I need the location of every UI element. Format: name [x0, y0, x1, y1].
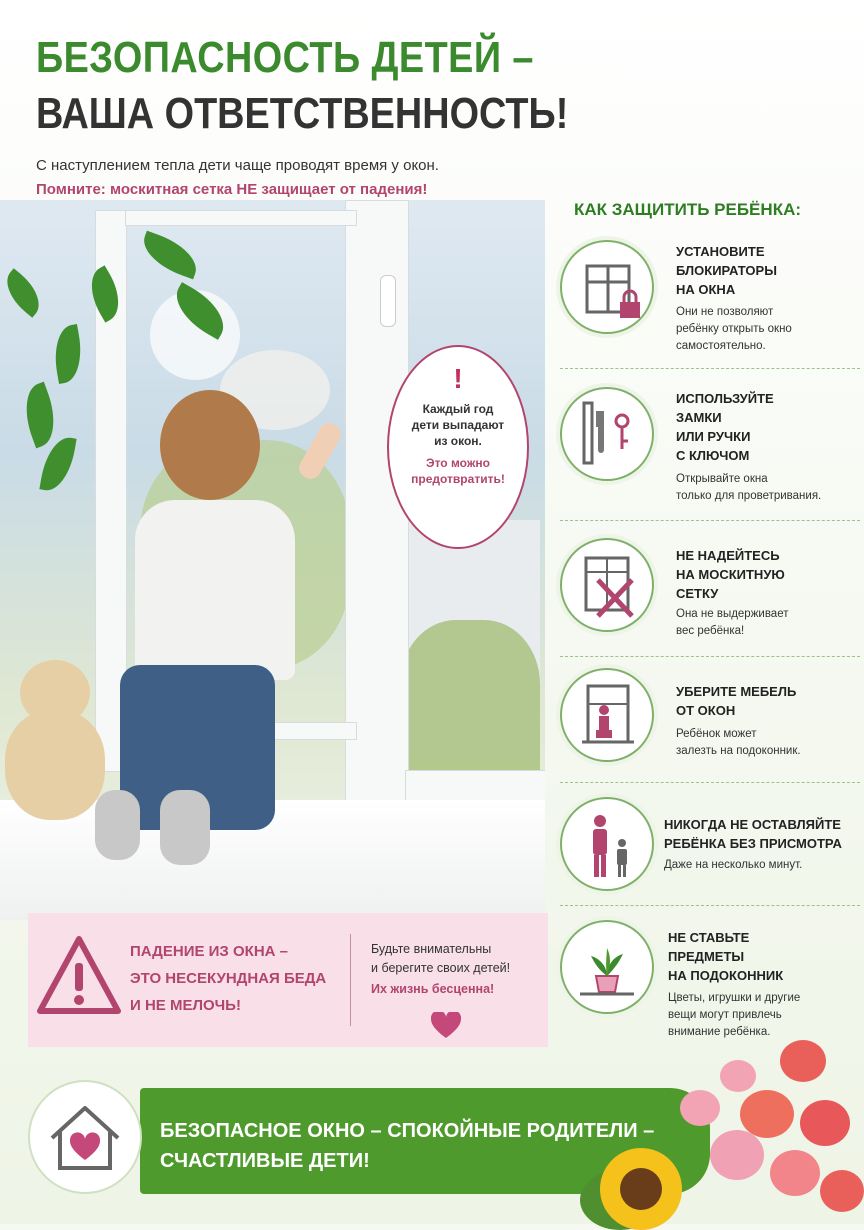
step-title-line: УСТАНОВИТЕ [676, 244, 765, 259]
statistic-callout [387, 345, 529, 549]
step-title-line: НА МОСКИТНУЮ [676, 567, 785, 582]
step-title-line: ОТ ОКОН [676, 703, 736, 718]
step-title-line: СЕТКУ [676, 586, 719, 601]
intro-text: С наступлением тепла дети чаще проводят время у окон. [36, 157, 439, 174]
divider [560, 368, 860, 369]
step-title-line: НЕ СТАВЬТЕ [668, 930, 750, 945]
step-desc-line: Открывайте окна [676, 473, 768, 485]
care-line: и берегите своих детей! [371, 961, 511, 975]
divider [560, 782, 860, 783]
slogan-text [160, 1116, 654, 1176]
warning-text [130, 938, 326, 1019]
step-title-line: РЕБЁНКА БЕЗ ПРИСМОТРА [664, 836, 842, 851]
callout-line: предотвратить! [411, 472, 505, 486]
adult-child-icon [560, 797, 654, 891]
step-desc-line: только для проветривания. [676, 490, 822, 502]
step-title-line: БЛОКИРАТОРЫ [676, 263, 777, 278]
exclamation-icon: ! [453, 363, 463, 394]
step-desc-line: внимание ребёнка. [668, 1026, 771, 1038]
step-furniture [560, 668, 860, 778]
step-title-line: С КЛЮЧОМ [676, 448, 750, 463]
step-supervision [560, 797, 860, 897]
step-title-line: НА ОКНА [676, 282, 736, 297]
child-sock [95, 790, 140, 860]
child-shirt [135, 500, 295, 680]
warning-triangle-icon [36, 933, 122, 1024]
callout-line: дети выпадают [411, 418, 505, 432]
heart-icon [431, 1012, 461, 1045]
house-heart-icon [28, 1080, 142, 1194]
potted-plant-icon [560, 920, 654, 1014]
step-desc-line: Ребёнок может [676, 728, 757, 740]
rose [740, 1090, 794, 1138]
teddy-bear-body [5, 710, 105, 820]
warning-line: ЭТО НЕСЕКУНДНАЯ БЕДА [130, 970, 327, 987]
window-handle [380, 275, 396, 327]
child-window-icon [560, 668, 654, 762]
rose [820, 1170, 864, 1212]
step-desc-line: Они не позволяют [676, 306, 774, 318]
title-line-2: ВАША ОТВЕТСТВЕННОСТЬ! [36, 89, 569, 138]
child-sock [160, 790, 210, 865]
step-title-line: НЕ НАДЕЙТЕСЬ [676, 548, 780, 563]
divider [560, 905, 860, 906]
step-title-line: НА ПОДОКОННИК [668, 968, 784, 983]
step-desc-line: ребёнку открыть окно [676, 323, 792, 335]
warning-line: И НЕ МЕЛОЧЬ! [130, 997, 241, 1014]
sunflower-center [620, 1168, 662, 1210]
step-title-line: НИКОГДА НЕ ОСТАВЛЯЙТЕ [664, 817, 841, 832]
step-title-line: ИЛИ РУЧКИ [676, 429, 751, 444]
step-title-line: ЗАМКИ [676, 410, 722, 425]
step-desc-line: вещи могут привлечь [668, 1009, 782, 1021]
callout-line: Каждый год [422, 402, 494, 416]
rose [680, 1090, 720, 1126]
step-title-line: УБЕРИТЕ МЕБЕЛЬ [676, 684, 797, 699]
child-at-window-photo [0, 200, 545, 920]
title-line-1: БЕЗОПАСНОСТЬ ДЕТЕЙ – [36, 33, 534, 82]
care-text [371, 940, 510, 978]
slogan-line: БЕЗОПАСНОЕ ОКНО – СПОКОЙНЫЕ РОДИТЕЛИ – [160, 1120, 655, 1142]
window-lock-icon [560, 240, 654, 334]
tree-foliage [400, 620, 540, 780]
step-desc-line: Цветы, игрушки и другие [668, 992, 801, 1004]
step-window-lock [560, 240, 860, 350]
callout-line: из окон. [434, 434, 482, 448]
warning-line: ПАДЕНИЕ ИЗ ОКНА – [130, 943, 288, 960]
step-desc-line: залезть на подоконник. [676, 745, 801, 757]
rose [710, 1130, 764, 1180]
intro-warning: Помните: москитная сетка НЕ защищает от падения! [36, 181, 428, 198]
rose [770, 1150, 820, 1196]
slogan-line: СЧАСТЛИВЫЕ ДЕТИ! [160, 1150, 370, 1172]
step-desc-line: самостоятельно. [676, 340, 766, 352]
step-mosquito-net [560, 538, 860, 648]
handle-key-icon [560, 387, 654, 481]
divider [560, 656, 860, 657]
callout-line: Это можно [426, 456, 490, 470]
how-to-title: КАК ЗАЩИТИТЬ РЕБЁНКА: [574, 200, 802, 219]
step-locks-handles [560, 387, 860, 507]
flowers-decoration [660, 1030, 864, 1224]
step-title-line: ИСПОЛЬЗУЙТЕ [676, 391, 774, 406]
step-desc-line: вес ребёнка! [676, 625, 745, 637]
step-title-line: ПРЕДМЕТЫ [668, 949, 745, 964]
net-cross-icon [560, 538, 654, 632]
rose [780, 1040, 826, 1082]
care-emphasis: Их жизнь бесценна! [371, 982, 495, 996]
step-sill-items [560, 920, 860, 1040]
child-head [160, 390, 260, 500]
rose [720, 1060, 756, 1092]
rose [800, 1100, 850, 1146]
care-line: Будьте внимательны [371, 942, 492, 956]
step-desc-line: Даже на несколько минут. [664, 859, 803, 871]
window-frame-top [125, 210, 357, 226]
divider [560, 520, 860, 521]
step-desc-line: Она не выдерживает [676, 608, 789, 620]
warning-separator [350, 934, 351, 1026]
